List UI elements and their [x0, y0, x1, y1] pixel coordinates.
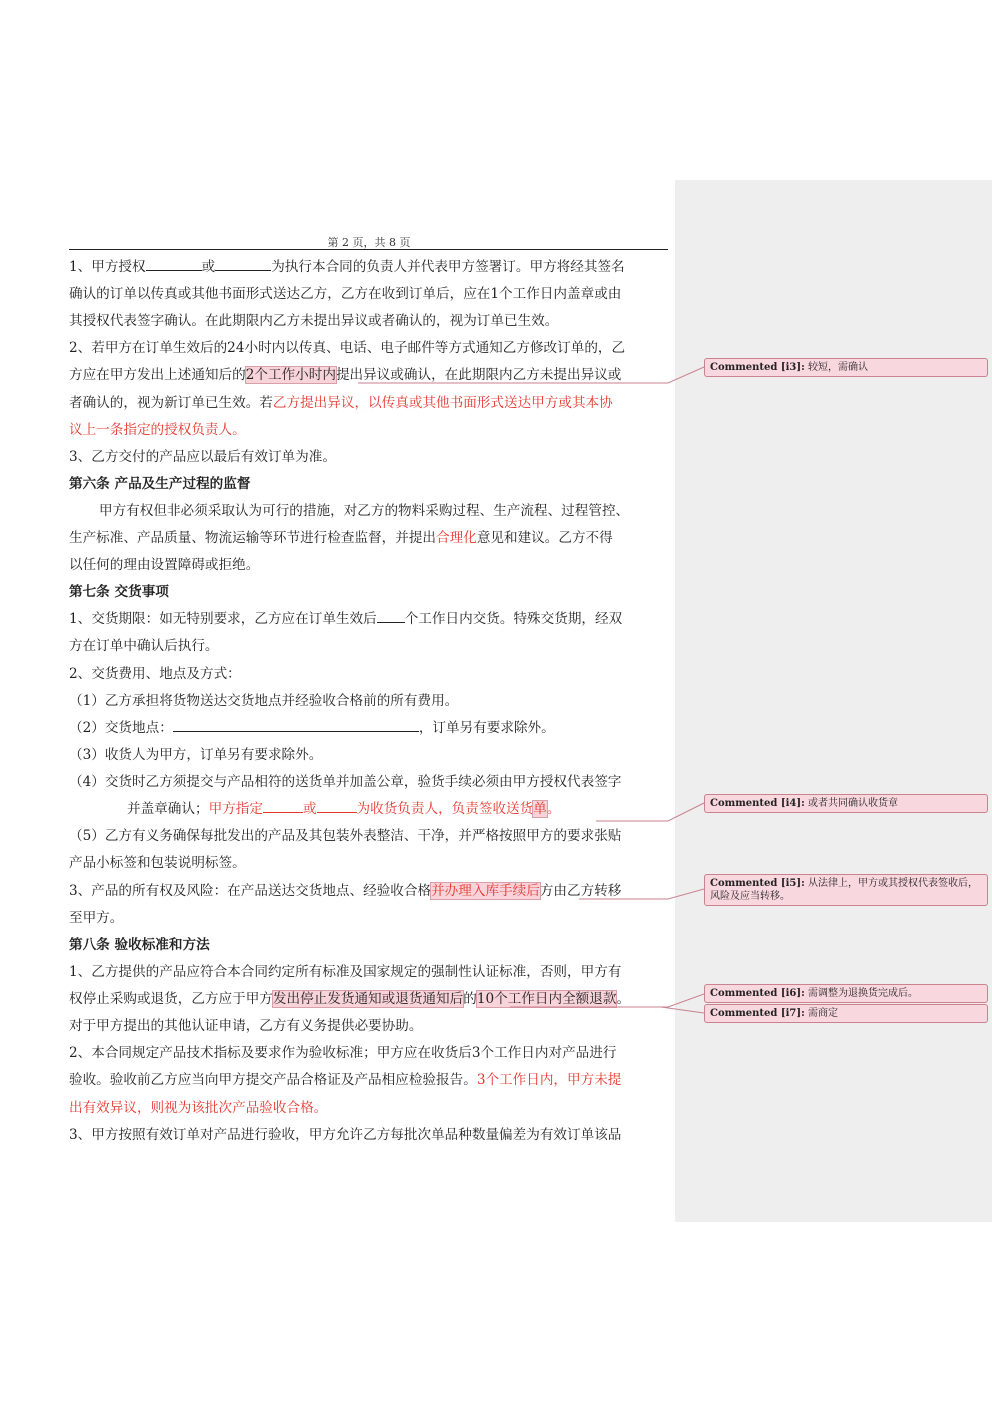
text: 为执行本合同的负责人并代表甲方签署订。甲方将经其签名 [271, 259, 625, 275]
comment-author: Commented [i7]: [710, 1008, 805, 1019]
comment-i6[interactable] [704, 984, 988, 1003]
paragraph-line [69, 606, 674, 633]
paragraph-line: （3）收货人为甲方，订单另有要求除外。 [69, 747, 323, 763]
text: 个工作日内交货。特殊交货期，经双 [404, 611, 623, 627]
paragraph-line: （5）乙方有义务确保每批发出的产品及其包装外表整洁、干净，并严格按照甲方的要求张贴 [69, 828, 622, 844]
text: 提出异议或确认，在此期限内乙方未提出异议或 [335, 367, 622, 383]
paragraph-line [69, 715, 674, 742]
text: 生产标准、产品质量、物流运输等环节进行检查监督，并提出 [69, 530, 437, 546]
section-title: 第六条 产品及生产过程的监督 [69, 476, 251, 492]
text: ，订单另有要求除外。 [418, 720, 555, 736]
revised-text: 为收货负责人，负责签收送货 [356, 801, 534, 817]
paragraph-line [69, 878, 674, 905]
section-title: 第八条 验收标准和方法 [69, 937, 210, 953]
paragraph-line: 方在订单中确认后执行。 [69, 638, 219, 654]
blank-field[interactable] [173, 719, 419, 732]
paragraph-line: 确认的订单以传真或其他书面形式送达乙方，乙方在收到订单后，应在1个工作日内盖章或由 [69, 286, 622, 302]
paragraph-line: 产品小标签和包装说明标签。 [69, 855, 246, 871]
blank-field[interactable] [263, 800, 303, 813]
revised-text: 或 [302, 801, 317, 817]
revised-text: 。 [546, 801, 561, 817]
text: 意见和建议。乙方不得 [476, 530, 613, 546]
blank-field[interactable] [377, 610, 405, 623]
revised-text: 出有效异议，则视为该批次产品验收合格。 [69, 1100, 328, 1116]
comment-text: 较短，需确认 [807, 362, 868, 373]
paragraph-line: 其授权代表签字确认。在此期限内乙方未提出异议或者确认的，视为订单已生效。 [69, 313, 559, 329]
comment-i3[interactable] [704, 358, 988, 377]
revised-text: 3个工作日内，甲方未提 [476, 1072, 622, 1088]
comment-i5[interactable] [704, 874, 988, 906]
comment-author: Commented [i5]: [710, 878, 805, 889]
paragraph-line [69, 1067, 674, 1094]
paragraph-line [69, 362, 674, 389]
revised-text: 合理化 [436, 530, 477, 546]
revised-text: 甲方指定 [208, 801, 263, 817]
text: 3、产品的所有权及风险：在产品送达交货地点、经验收合格 [69, 883, 432, 899]
text: 方由乙方转移 [539, 883, 622, 899]
comment-anchor-i4[interactable]: 单 [533, 801, 547, 817]
text: 1、交货期限：如无特别要求，乙方应在订单生效后 [69, 611, 377, 627]
text: 权停止采购或退货，乙方应于甲方 [69, 991, 273, 1007]
text: 1、甲方授权 [69, 259, 146, 275]
text: 方应在甲方发出上述通知后的 [69, 367, 246, 383]
paragraph-line: 2、若甲方在订单生效后的24小时内以传真、电话、电子邮件等方式通知乙方修改订单的，乙 [69, 340, 626, 356]
text: 验收。验收前乙方应当向甲方提交产品合格证及产品相应检验报告。 [69, 1072, 477, 1088]
comment-author: Commented [i6]: [710, 988, 805, 999]
paragraph-line: 至甲方。 [69, 910, 124, 926]
header-rule [69, 249, 668, 250]
paragraph-line: 2、交货费用、地点及方式： [69, 666, 241, 682]
comment-i7[interactable] [704, 1004, 988, 1023]
paragraph-line: 3、甲方按照有效订单对产品进行验收，甲方允许乙方每批次单品种数量偏差为有效订单该品 [69, 1127, 622, 1143]
revised-text: 议上一条指定的授权负责人。 [69, 422, 246, 438]
paragraph-line [69, 986, 674, 1013]
paragraph-line [69, 390, 674, 417]
text: 或 [201, 259, 216, 275]
comment-author: Commented [i4]: [710, 798, 805, 809]
paragraph-line [127, 796, 732, 823]
paragraph-line [69, 525, 674, 552]
text: 。 [616, 991, 631, 1007]
paragraph-line: 以任何的理由设置障碍或拒绝。 [69, 557, 260, 573]
text: （2）交货地点： [69, 720, 173, 736]
blank-field[interactable] [317, 800, 357, 813]
text: 的 [463, 991, 477, 1007]
text: 并盖章确认； [127, 801, 209, 817]
comment-anchor-i5[interactable]: 并办理入库手续后 [431, 883, 540, 899]
paragraph-line: 1、乙方提供的产品应符合本合同约定所有标准及国家规定的强制性认证标准，否则，甲方有 [69, 964, 622, 980]
comment-anchor-i6[interactable]: 发出停止发货通知或退货通知后 [272, 991, 464, 1007]
paragraph-line: 甲方有权但非必须采取认为可行的措施，对乙方的物料采购过程、生产流程、过程管控、 [99, 503, 630, 519]
comment-text: 需商定 [807, 1008, 838, 1019]
paragraph-line: 对于甲方提出的其他认证申请，乙方有义务提供必要协助。 [69, 1018, 423, 1034]
comment-anchor-i7[interactable]: 10个工作日内全额退款 [476, 991, 617, 1007]
blank-field[interactable] [146, 258, 202, 271]
paragraph-line: （4）交货时乙方须提交与产品相符的送货单并加盖公章，验货手续必须由甲方授权代表签字 [69, 774, 622, 790]
page-header: 第 2 页，共 8 页 [327, 236, 411, 249]
comment-anchor-i3[interactable]: 2个工作小时内 [245, 367, 336, 383]
comment-margin [675, 180, 992, 1222]
paragraph-line: 3、乙方交付的产品应以最后有效订单为准。 [69, 449, 336, 465]
paragraph-line [69, 254, 674, 281]
comment-i4[interactable] [704, 794, 988, 813]
paragraph-line: 2、本合同规定产品技术指标及要求作为验收标准；甲方应在收货后3个工作日内对产品进行 [69, 1045, 617, 1061]
comment-text: 从法律上，甲方或其授权代表签收后，风险及应当转移。 [710, 878, 978, 902]
comment-text: 需调整为退换货完成后。 [807, 988, 918, 999]
paragraph-line: （1）乙方承担将货物送达交货地点并经验收合格前的所有费用。 [69, 693, 459, 709]
comment-author: Commented [i3]: [710, 362, 805, 373]
revised-text: 乙方提出异议，以传真或其他书面形式送达甲方或其本协 [272, 395, 613, 411]
section-title: 第七条 交货事项 [69, 584, 169, 600]
blank-field[interactable] [215, 258, 271, 271]
text: 者确认的，视为新订单已生效。若 [69, 395, 273, 411]
comment-text: 或者共同确认收货章 [807, 798, 898, 809]
